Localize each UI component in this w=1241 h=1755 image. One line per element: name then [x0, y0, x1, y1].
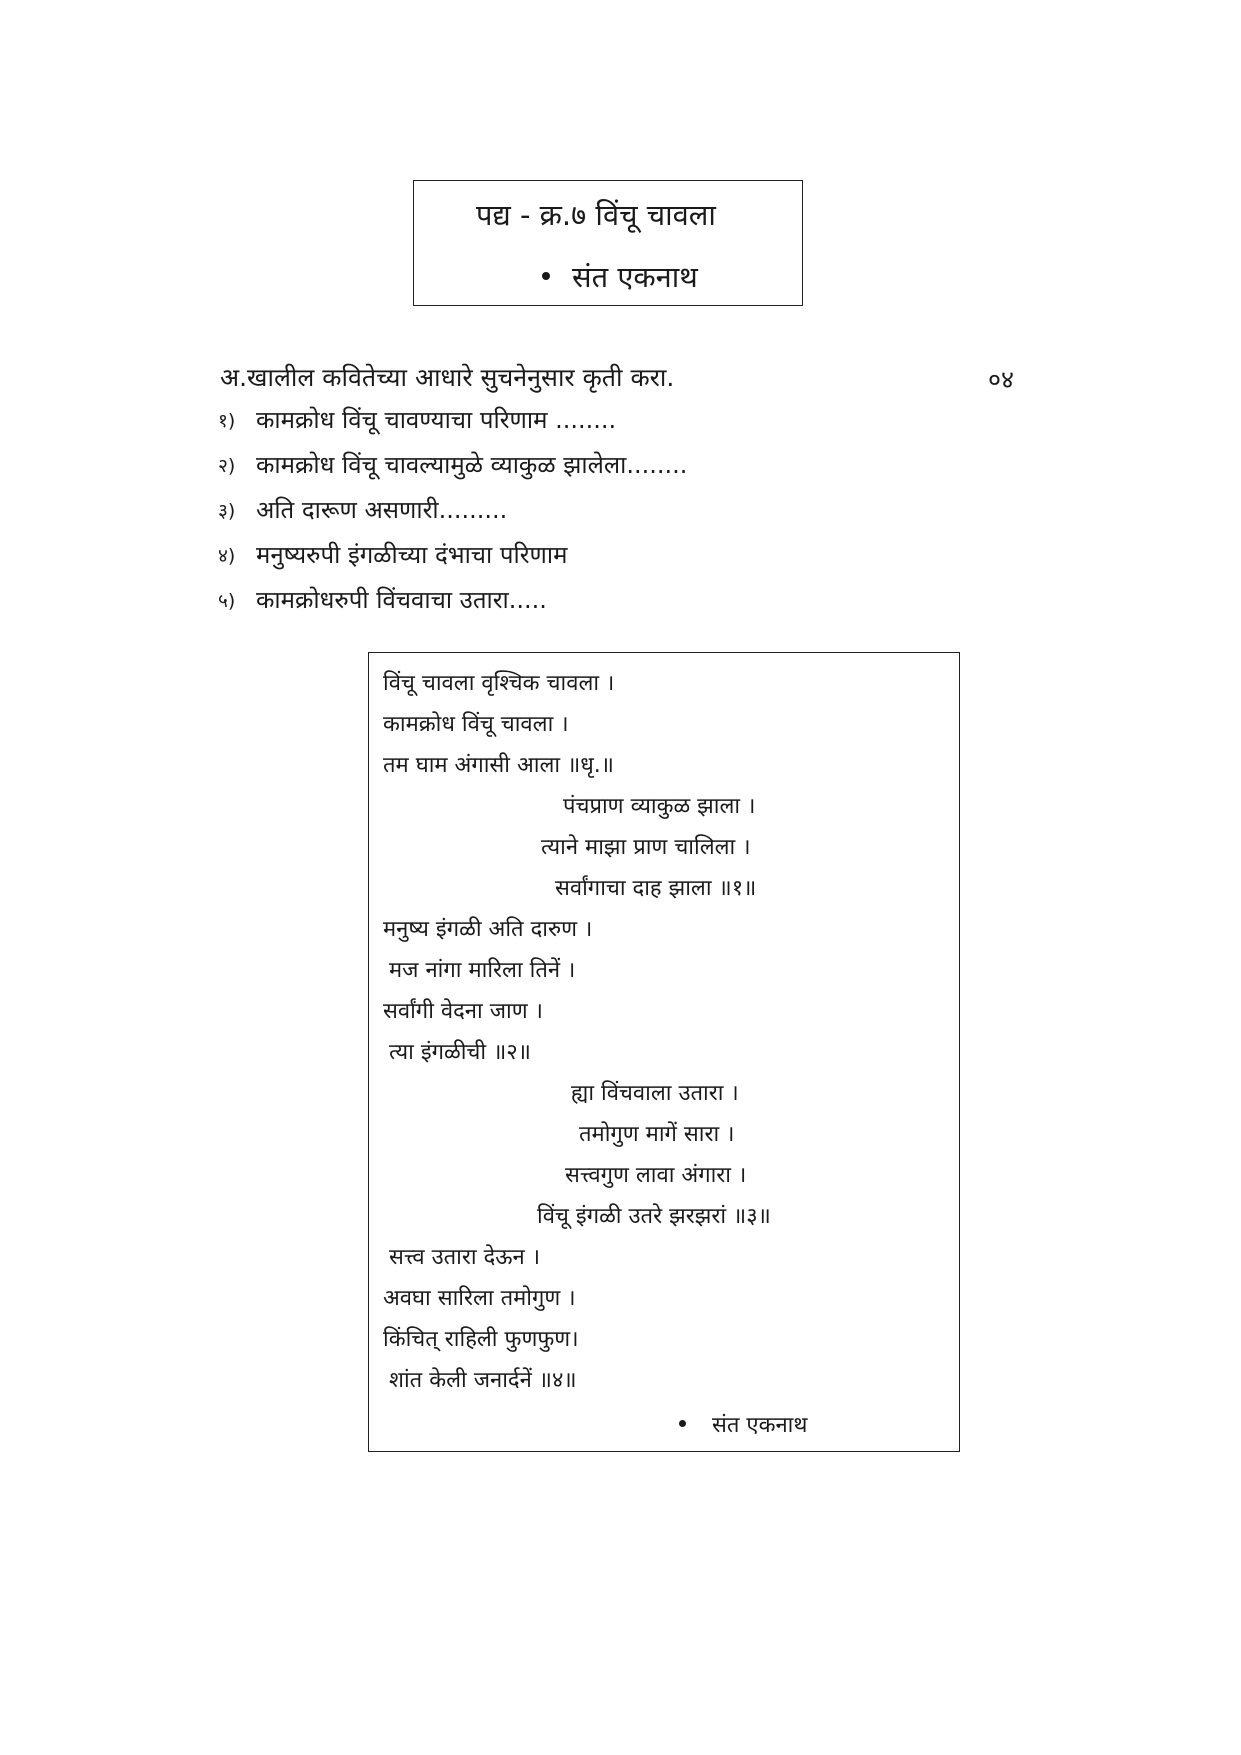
poem-line: सत्त्व उतारा देऊन ।: [389, 1245, 541, 1270]
question-number: २): [218, 455, 236, 477]
poem-line: किंचित् राहिली फुणफुण।: [383, 1327, 579, 1352]
poem-line: पंचप्राण व्याकुळ झाला ।: [563, 794, 756, 819]
question-number: ३): [218, 500, 236, 522]
poem-line: सर्वांगाचा दाह झाला ॥१॥: [555, 876, 757, 901]
poem-line: विंचू चावला वृश्चिक चावला ।: [383, 671, 615, 696]
question-number: ५): [218, 590, 236, 612]
title-box: [413, 180, 803, 306]
poem-title: पद्य - क्र.७ विंचू चावला: [476, 198, 716, 232]
poem-line: शांत केली जनार्दनें ॥४॥: [389, 1368, 577, 1393]
poem-line: सर्वांगी वेदना जाण ।: [383, 999, 543, 1024]
poem-line: विंचू इंगळी उतरे झरझरां ॥३॥: [537, 1204, 771, 1229]
poem-line: अवघा सारिला तमोगुण ।: [383, 1286, 576, 1311]
question-list: [218, 403, 687, 628]
question-item: [218, 538, 687, 583]
poem-line: ह्या विंचवाला उतारा ।: [571, 1081, 739, 1106]
question-number: १): [218, 410, 236, 432]
poem-line: मनुष्य इंगळी अति दारुण ।: [383, 917, 593, 942]
question-text: मनुष्यरुपी इंगळीच्या दंभाचा परिणाम: [256, 541, 568, 569]
question-item: [218, 583, 687, 628]
poem-line: तम घाम अंगासी आला ॥धृ.॥: [383, 753, 614, 778]
question-text: कामक्रोधरुपी विंचवाचा उतारा.....: [256, 586, 547, 614]
bullet-icon: [679, 1420, 686, 1427]
signature-name: संत एकनाथ: [712, 1413, 808, 1438]
poem-line: त्याने माझा प्राण चालिला ।: [541, 835, 751, 860]
author-name: संत एकनाथ: [572, 260, 698, 294]
poem-line: मज नांगा मारिला तिनें ।: [389, 958, 576, 983]
marks-label: ०४: [988, 365, 1015, 394]
question-item: [218, 403, 687, 448]
question-text: कामक्रोध विंचू चावण्याचा परिणाम ........: [256, 406, 617, 434]
bullet-icon: [542, 272, 550, 280]
instruction-heading: अ.खालील कवितेच्या आधारे सुचनेनुसार कृती करा.: [220, 363, 675, 392]
poem-signature: [679, 1409, 807, 1439]
question-number: ४): [218, 545, 236, 567]
poem-line: त्या इंगळीची ॥२॥: [389, 1040, 531, 1065]
question-text: कामक्रोध विंचू चावल्यामुळे व्याकुळ झालेला........: [256, 451, 688, 479]
poem-line: तमोगुण मागें सारा ।: [579, 1122, 735, 1147]
question-item: [218, 493, 687, 538]
author-line: [542, 257, 698, 296]
question-text: अति दारूण असणारी.........: [256, 496, 508, 524]
poem-line: कामक्रोध विंचू चावला ।: [383, 712, 569, 737]
question-item: [218, 448, 687, 493]
poem-box: [368, 652, 960, 1452]
poem-line: सत्त्वगुण लावा अंगारा ।: [565, 1163, 747, 1188]
